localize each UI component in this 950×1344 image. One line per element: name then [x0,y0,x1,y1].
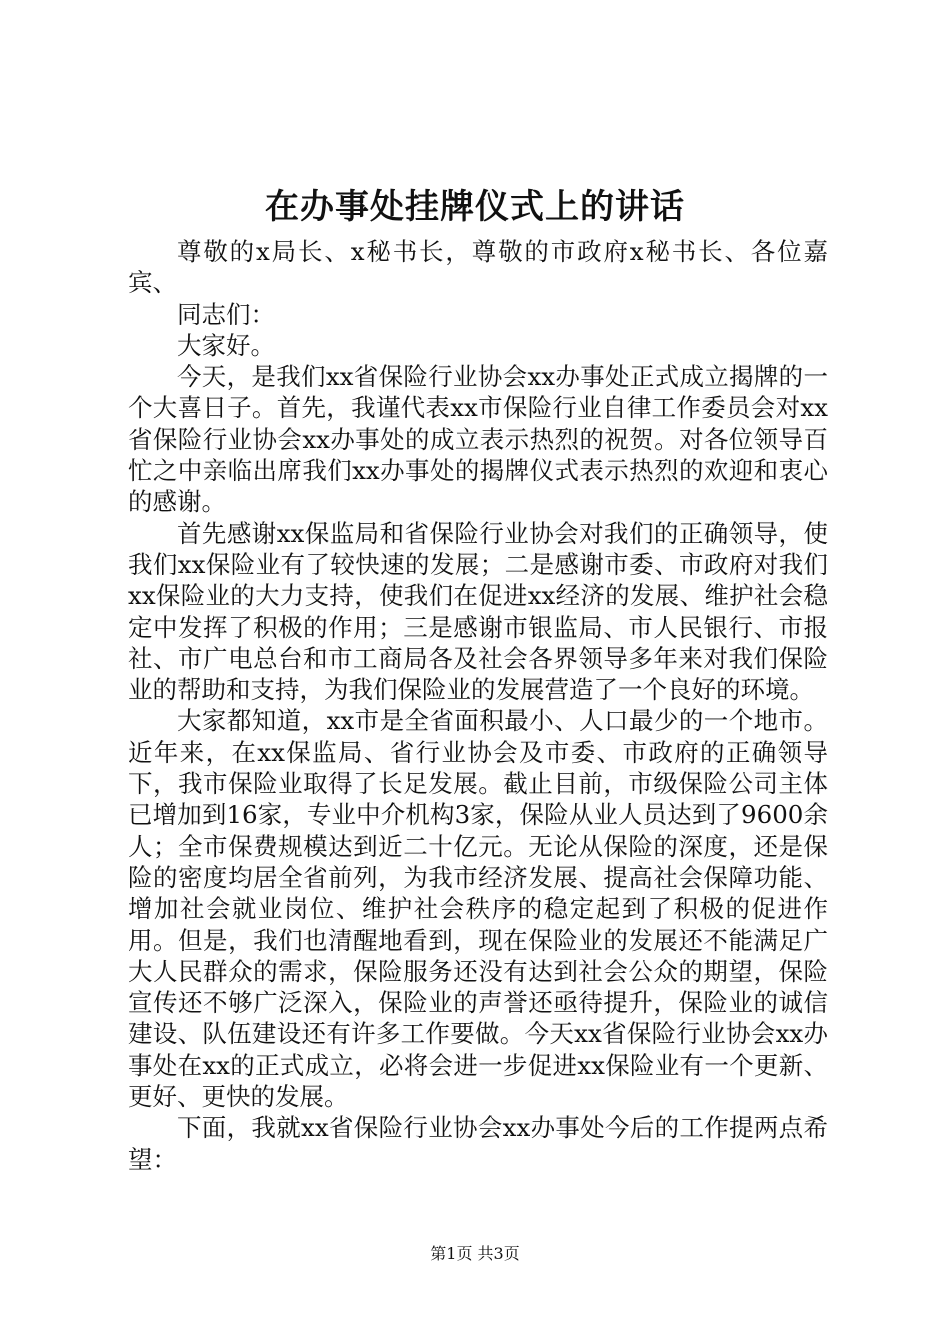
paragraph-opening: 今天，是我们xx省保险行业协会xx办事处正式成立揭牌的一个大喜日子。首先，我谨代表xx市保险行业自律工作委员会对xx省保险行业协会xx办事处的成立表示热烈的祝贺。对各位领导百忙之中亲临出席我们xx办事处的揭牌仪式表示热烈的欢迎和衷心的感谢。 [128,362,828,517]
paragraph-greeting: 大家好。 [177,330,275,360]
document-body [128,236,828,1175]
paragraph-salutation: 尊敬的x局长、x秘书长，尊敬的市政府x秘书长、各位嘉宾、 [128,237,828,298]
paragraph-thanks: 首先感谢xx保监局和省保险行业协会对我们的正确领导，使我们xx保险业有了较快速的发展；二是感谢市委、市政府对我们xx保险业的大力支持，使我们在促进xx经济的发展、维护社会稳定中发挥了积极的作用；三是感谢市银监局、市人民银行、市报社、市广电总台和市工商局各及社会各界领导多年来对我们保险业的帮助和支持，为我们保险业的发展营造了一个良好的环境。 [128,518,828,705]
document-title: 在办事处挂牌仪式上的讲话 [265,187,685,227]
page-footer: 第1页 共3页 [430,1244,520,1263]
paragraph-comrades: 同志们： [177,299,275,329]
paragraph-development: 大家都知道，xx市是全省面积最小、人口最少的一个地市。近年来，在xx保监局、省行业协会及市委、市政府的正确领导下，我市保险业取得了长足发展。截止目前，市级保险公司主体已增加到16家，专业中介机构3家，保险从业人员达到了9600余人；全市保费规模达到近二十亿元。无论从保险的深度，还是保险的密度均居全省前列，为我市经济发展、提高社会保障功能、增加社会就业岗位、维护社会秩序的稳定起到了积极的促进作用。但是，我们也清醒地看到，现在保险业的发展还不能满足广大人民群众的需求，保险服务还没有达到社会公众的期望，保险宣传还不够广泛深入，保险业的声誉还亟待提升，保险业的诚信建设、队伍建设还有许多工作要做。今天xx省保险行业协会xx办事处在xx的正式成立，必将会进一步促进xx保险业有一个更新、更好、更快的发展。 [128,706,828,1112]
paragraph-hopes: 下面，我就xx省保险行业协会xx办事处今后的工作提两点希望： [128,1113,828,1174]
